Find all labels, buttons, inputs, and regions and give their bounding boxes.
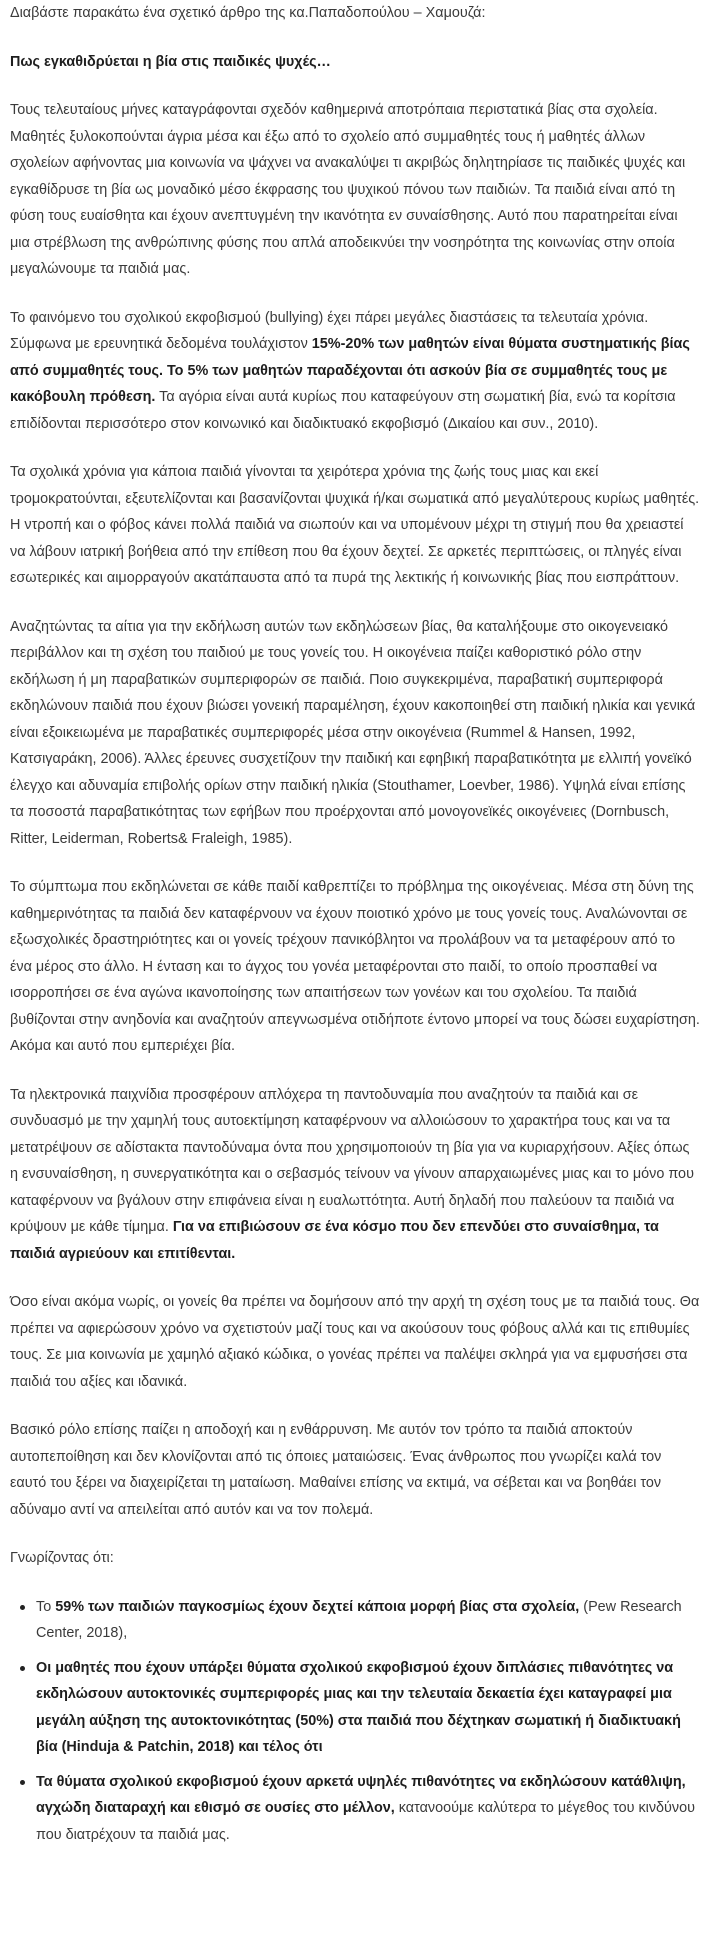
list-item [36,1594,701,1647]
article-title [10,49,701,76]
intro-text: Διαβάστε παρακάτω ένα σχετικό άρθρο της κα.Παπαδοπούλου – Χαμουζά: [10,5,486,21]
fact-1-pre: Το [36,1598,56,1615]
paragraph-5: Το σύμπτωμα που εκδηλώνεται σε κάθε παιδί καθρεπτίζει το πρόβλημα της οικογένειας. Μέσα στη δύνη της καθημερινότητας τα παιδιά δεν καταφέρνουν να έχουν ποιοτικό χρόνο με τους γονείς τους. Αναλώνονται σε εξωσχολικές δραστηριότητες και οι γονείς τρέχουν πανικόβλητοι να προλάβουν να τα μεταφέρουν από το ένα μέρος στο άλλο. Η ένταση και το άγχος του γονέα μεταφέρονται στο παιδί, το οποίο προσπαθεί να ισορροπήσει σε ένα αγώνα ικανοποίησης των απαιτήσεων των γονέων και του σχολείου. Τα παιδιά βυθίζονται στην ανηδονία και αναζητούν απεγνωσμένα οτιδήποτε έντονο μπορεί να τους δώσει ευχαρίστηση. Ακόμα και αυτό που εμπεριέχει βία. [10,879,700,1054]
fact-2-bold: Οι μαθητές που έχουν υπάρξει θύματα σχολικού εκφοβισμού έχουν διπλάσιες πιθανότητες να εκδηλώσουν αυτοκτονικές συμπεριφορές μιας και την τελευταία δεκαετία έχει καταγραφεί μια μεγάλη αύξηση της αυτοκτονικότητας (50%) στα παιδιά που δέχτηκαν σωματική ή διαδικτυακή βία (Hinduja & Patchin, 2018) και τέλος ότι [36,1659,681,1755]
fact-1-post: (Pew Research Center, 2018), [36,1598,682,1641]
list-item [36,1769,701,1849]
paragraph-6 [10,1082,701,1268]
fact-3-bold: Τα θύματα σχολικού εκφοβισμού έχουν αρκετά υψηλές πιθανότητες να εκδηλώσουν κατάθλιψη, αγχώδη διαταραχή και εθισμό σε ουσίες στο μέλλον, [36,1773,686,1816]
paragraph-7: Όσο είναι ακόμα νωρίς, οι γονείς θα πρέπει να δομήσουν από την αρχή τη σχέση τους με τα παιδιά τους. Θα πρέπει να αφιερώσουν χρόνο να σχετιστούν μαζί τους και να ακούσουν τους φόβους αλλά και τις επιθυμίες τους. Σε μια κοινωνία με χαμηλό αξιακό κώδικα, ο γονέας πρέπει να παλέψει σκληρά για να εμφυσήσει στα παιδιά του αξίες και ιδανικά. [10,1294,700,1390]
paragraph-2 [10,305,701,438]
paragraph-6-bold: Για να επιβιώσουν σε ένα κόσμο που δεν επενδύει στο συναίσθημα, τα παιδιά αγριεύουν και επιτίθενται. [10,1219,659,1262]
paragraph-8: Βασικό ρόλο επίσης παίζει η αποδοχή και η ενθάρρυνση. Με αυτόν τον τρόπο τα παιδιά αποκτούν αυτοπεποίθηση και δεν κλονίζονται από τις όποιες ματαιώσεις. Ένας άνθρωπος που γνωρίζει καλά τον εαυτό του ξέρει να διαχειρίζεται τη ματαίωση. Μαθαίνει επίσης να εκτιμά, να σέβεται και να βοηθάει τον αδύναμο αντί να απειλείται από αυτόν και να τον πολεμά. [10,1422,662,1518]
paragraph-2-bold: 15%-20% των μαθητών είναι θύματα συστηματικής βίας από συμμαθητές τους. Το 5% των μαθητών παραδέχονται ότι ασκούν βία σε συμμαθητές τους με κακόβουλη πρόθεση. [10,336,690,405]
facts-list [10,1594,701,1849]
paragraph-2-text-a: Το φαινόμενο του σχολικού εκφοβισμού (bullying) έχει πάρει μεγάλες διαστάσεις τα τελευταία χρόνια. Σύμφωνα με ερευνητικά δεδομένα τουλάχιστον [10,309,649,352]
knowing-heading: Γνωρίζοντας ότι: [10,1550,114,1566]
paragraph-3: Τα σχολικά χρόνια για κάποια παιδιά γίνονται τα χειρότερα χρόνια της ζωής τους μιας και εκεί τρομοκρατούνται, εξευτελίζονται και βασανίζονται ψυχικά ή/και σωματικά από μεγαλύτερους κυρίως μαθητές. Η ντροπή και ο φόβος κάνει πολλά παιδιά να σιωπούν και να υπομένουν μέχρι τη στιγμή που θα χρειαστεί να λάβουν ιατρική βοήθεια από την επίθεση που θα έχουν δεχτεί. Σε αρκετές περιπτώσεις, οι πληγές είναι εσωτερικές και αιμορραγούν ακατάπαυστα από τα πυρά της λεκτικής ή κοινωνικής βίας που εισπράττουν. [10,464,700,586]
list-item [36,1655,701,1761]
fact-3-post: κατανοούμε καλύτερα το μέγεθος του κινδύνου που διατρέχουν τα παιδιά μας. [36,1800,695,1843]
paragraph-4: Αναζητώντας τα αίτια για την εκδήλωση αυτών των εκδηλώσεων βίας, θα καταλήξουμε στο οικογενειακό περιβάλλον και τη σχέση του παιδιού με τους γονείς του. Η οικογένεια παίζει καθοριστικό ρόλο στην εκδήλωση ή μη παραβατικών συμπεριφορών σε παιδιά. Ποιο συγκεκριμένα, παραβατική συμπεριφορά εκδηλώνουν παιδιά που έχουν βιώσει γονεική παραμέληση, έχουν κακοποιηθεί στη παιδική ηλικία και γενικά είναι εξοικειωμένα με παραβατικές συμπεριφορές μέσα στην οικογένεια (Rummel & Hansen, 1992, Κατσιγαράκη, 2006). Άλλες έρευνες συσχετίζουν την παιδική και εφηβική παραβατικότητα με ελλιπή γονεϊκό έλεγχο και αδυναμία επιβολής ορίων στην παιδική ηλικία (Stouthamer, Loevber, 1986). Υψηλά είναι επίσης τα ποσοστά παραβατικότητας των εφήβων που προέρχονται από μονογονεϊκές οικογένειες (Dornbusch, Ritter, Leiderman, Roberts& Fraleigh, 1985). [10,618,696,847]
paragraph-6-text: Τα ηλεκτρονικά παιχνίδια προσφέρουν απλόχερα τη παντοδυναμία που αναζητούν τα παιδιά και σε συνδυασμό με την χαμηλή τους αυτοεκτίμηση καταφέρνουν να αλλοιώσουν το χαρακτήρα τους και να τα μετατρέψουν σε αδίστακτα παντοδύναμα όντα που χρησιμοποιούν τη βία για να κυριαρχήσουν. Αξίες όπως η ενσυναίσθηση, η συνεργατικότητα και ο σεβασμός τείνουν να γίνουν απαρχαιωμένες μιας και το μόνο που καταφέρνουν να βγάλουν στην επιφάνεια είναι η ευαλωττότητα. Αυτή δηλαδή που παλεύουν τα παιδιά να κρύψουν με κάθε τίμημα. [10,1086,694,1235]
article-title-text: Πως εγκαθιδρύεται η βία στις παιδικές ψυχές… [10,53,331,70]
paragraph-1: Τους τελευταίους μήνες καταγράφονται σχεδόν καθημερινά αποτρόπαια περιστατικά βίας στα σχολεία. Μαθητές ξυλοκοπούνται άγρια μέσα και έξω από το σχολείο από συμμαθητές τους ή μαθητές άλλων σχολείων αφήνοντας μια κοινωνία να ψάχνει να ανακαλύψει τι ακριβώς δηλητηρίασε τις παιδικές ψυχές και εγκαθίδρυσε τη βία ως μοναδικό μέσο έκφρασης του ψυχικού πόνου των παιδιών. Τα παιδιά είναι από τη φύση τους ευαίσθητα και έχουν ανεπτυγμένη την ικανότητα εν συναίσθησης. Αυτό που παρατηρείται είναι μια στρέβλωση της ανθρώπινης φύσης που απλά αποδεικνύει την νοσηρότητα της κοινωνίας στην οποία μεγαλώνουμε τα παιδιά μας. [10,102,686,277]
fact-1-bold: 59% των παιδιών παγκοσμίως έχουν δεχτεί κάποια μορφή βίας στα σχολεία, [55,1598,580,1615]
paragraph-2-text-c: Τα αγόρια είναι αυτά κυρίως που καταφεύγουν στη σωματική βία, ενώ τα κορίτσια επιδίδονται περισσότερο στον κοινωνικό και διαδικτυακό εκφοβισμό (Δικαίου και συν., 2010). [10,389,676,432]
